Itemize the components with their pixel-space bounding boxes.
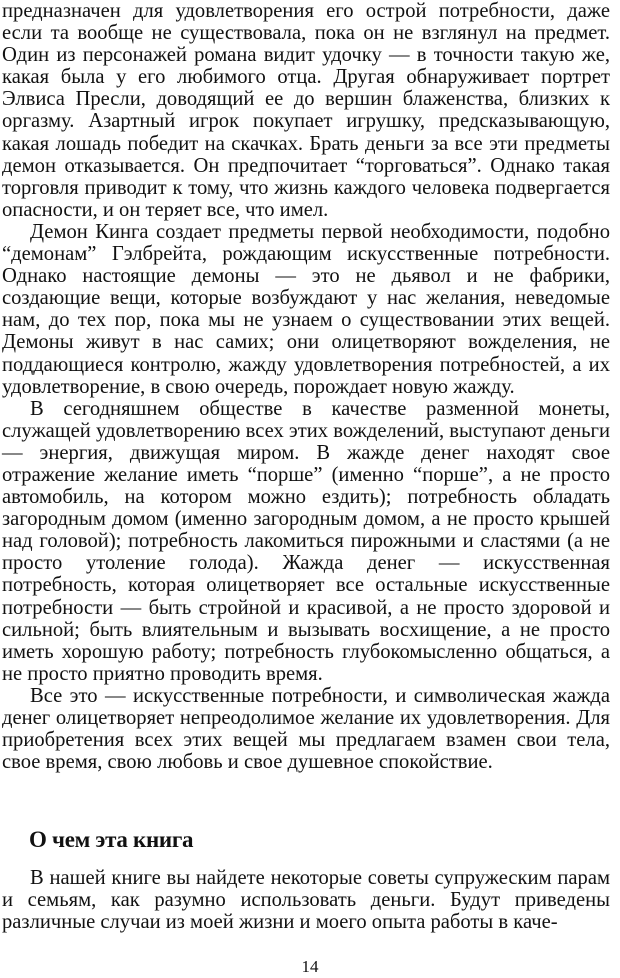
section-heading: О чем эта книга (29, 827, 194, 852)
paragraph-continued: предназначен для удовлетворения его острой потребности, даже если та вообще не существовала, пока он не взглянул на предмет. Один из персонажей романа видит удочку — в точности такую же, какая была у его любимого отца. Другая обнаруживает портрет Элвиса Пресли, доводящий ее до вершин блаженства, близких к оргазму. Азартный игрок покупает игрушку, предсказывающую, какая лошадь победит на скачках. Брать деньги за все эти предметы демон отказывается. Он предпочитает “торговаться”. Однако такая торговля приводит к тому, что жизнь каждого человека подвергается опасности, и он теряет все, что имел. (2, 0, 610, 221)
page-number: 14 (301, 957, 319, 976)
paragraph: В сегодняшнем обществе в качестве разменной монеты, служащей удовлетворению всех этих вожделений, выступают деньги — энергия, движущая миром. В жажде денег находят свое отражение желание иметь “порше” (именно “порше”, а не просто автомобиль, на котором можно ездить); потребность обладать загородным домом (именно загородным домом, а не просто крышей над головой); потребность лакомиться пирожными и сластями (а не просто утоление голода). Жажда денег — искусственная потребность, которая олицетворяет все остальные искусственные потребности — быть стройной и красивой, а не просто здоровой и сильной; быть влиятельным и вызывать восхищение, а не просто иметь хорошую работу; потребность глубокомысленно общаться, а не просто приятно проводить время. (2, 397, 610, 685)
paragraph: В нашей книге вы найдете некоторые советы супружеским парам и семьям, как разумно использовать деньги. Будут приведены различные случаи из моей жизни и моего опыта работы в каче- (2, 867, 610, 934)
main-text (2, 0, 610, 773)
paragraph: Все это — искусственные потребности, и символическая жажда денег олицетворяет непреодолимое желание их удовлетворения. Для приобретения всех этих вещей мы предлагаем взамен свои тела, свое время, свою любовь и свое душевное спокойствие. (2, 684, 610, 774)
section-text (2, 867, 610, 933)
paragraph: Демон Кинга создает предметы первой необходимости, подобно “демонам” Гэлбрейта, рождающим искусственные потребности. Однако настоящие демоны — это не дьявол и не фабрики, создающие вещи, которые возбуждают у нас желания, неведомые нам, до тех пор, пока мы не узнаем о существовании этих вещей. Демоны живут в нас самих; они олицетворяют вожделения, не поддающиеся контролю, жажду удовлетворения потребностей, а их удовлетворение, в свою очередь, порождает новую жажду. (2, 220, 610, 398)
